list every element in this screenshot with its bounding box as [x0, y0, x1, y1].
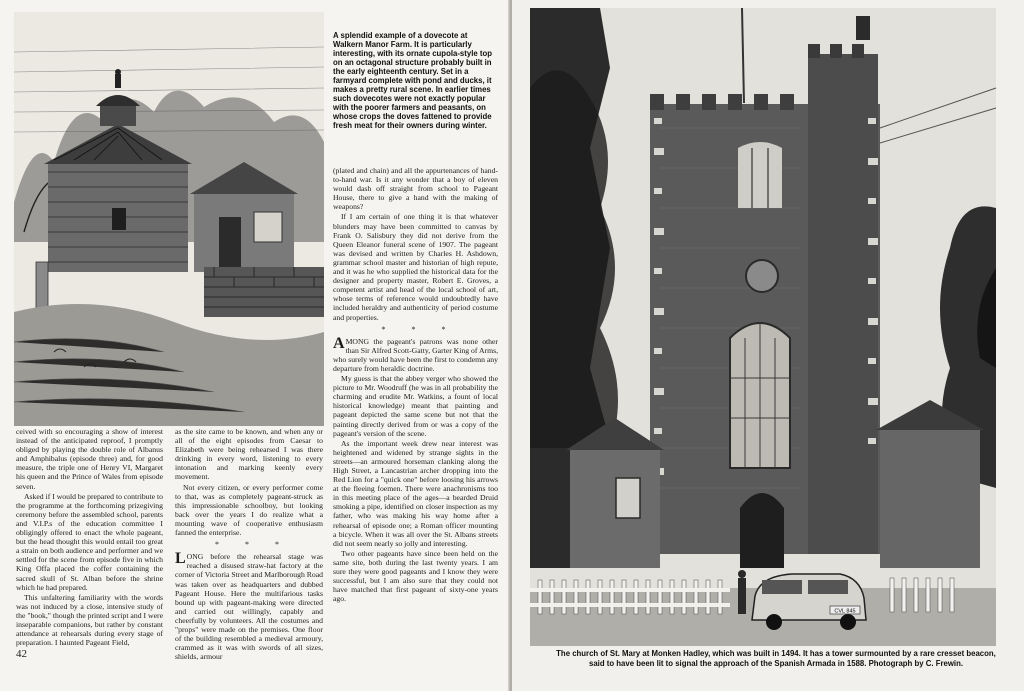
drop-cap: A [333, 334, 345, 352]
dovecote-drawing [14, 12, 324, 426]
paragraph: Not every citizen, or every performer come to that, was as completely pageant-struck as this impressionable schoolboy, but looking back over the years I do realize what a mounting wave of cooperative enthusiasm fanned the enterprise. [175, 482, 323, 538]
paragraph: Two other pageants have since been held on the same site, both during the last twenty years. I am sure they were good pageants and I know they were successful, but I am also sure that they could not have matched that first pageant of sixty-one years ago. [333, 548, 498, 604]
church-caption: The church of St. Mary at Monken Hadley, which was built in 1494. It has a tower surmounted by a rare cresset beacon, said to have been lit to signal the approach of the Spanish Armada in 1588. Photograph by C. Frewin. [556, 649, 996, 668]
paragraph-dropcap [175, 552, 323, 661]
section-break: * * * [215, 540, 291, 550]
car-registration-plate: CVL 845 [834, 608, 856, 615]
paragraph: If I am certain of one thing it is that whatever blunders may have been committed to canvas by Frank O. Salisbury they did not derive from the Queen Eleanor funeral scene of 1907. The pageant was devised and written by Charles H. Ashdown, grammar school master and historian of high repute, and it was he who supplied the historical data for the designer and property master, Robert E. Groves, a competent artist and head of the local school of art, whose terms of reference would undoubtedly have included heraldry and authenticity of period costume and properties. [333, 212, 498, 322]
left-page [0, 0, 510, 691]
paragraph-text: MONG the pageant's patrons was none other than Sir Alfred Scott-Gatty, Garter King of Arms, who surely would have been the first to condemn any departure from heraldic doctrine. [333, 336, 498, 373]
paragraph: This unfaltering familiarity with the words was not induced by a close, intensive study of the "book," though the printed script and I were inseparable companions, but rather by constant attendance at rehearsals during every stage of preparation. I haunted Pageant Field, [16, 592, 163, 648]
dovecote-illustration [14, 12, 324, 426]
page-number: 42 [16, 648, 27, 660]
paragraph: (plated and chain) and all the appurtenances of hand-to-hand war. Is it any wonder that a boy of eleven would dash off straight from school to Pageant House, there to give a hand with the making of weapons? [333, 166, 498, 212]
text-column-3 [333, 166, 498, 644]
dovecote-caption: A splendid example of a dovecote at Walkern Manor Farm. It is particularly interesting, with its ornate cupola-style top on an octagonal structure probably built in the early eighteenth century. Set in a farmyard complete with pond and ducks, it makes a pretty rural scene. In earlier times such dovecotes were not exactly popular with the poorer farmers and peasants, on whose crops the doves fattened to provide fresh meat for their owners during winter. [333, 31, 492, 130]
paragraph: Asked if I would be prepared to contribute to the programme at the forthcoming prizegiving ceremony before the assembled school, parents and V.I.P.s of the education committee I obligingly offered to enact the whole pageant, but the head thought this would entail too great a strain on both audience and performer and we settled for the scene from episode five in which King Offa placed the coffer containing the sacred skull of St. Alban before the shrine which he had prepared. [16, 491, 163, 592]
paragraph: ceived with so encouraging a show of interest instead of the anticipated reproof, I promptly obliged by playing the double role of Albanus and Amphibalus (episode three) and, for good measure, the triple one of Henry VI, Margaret his queen and the Prince of Wales from episode seven. [16, 427, 163, 491]
text-column-2 [175, 427, 323, 662]
section-break: * * * [381, 324, 458, 334]
paragraph: My guess is that the abbey verger who showed the picture to Mr. Woodruff (he was in all probability the charming and erudite Mr. Watkins, a fount of local historical knowledge) meant that painting and pageant depicted the same scene but not that the painting directly derived from or was a copy of the pageant's version of the scene. [333, 374, 498, 438]
church-drawing [530, 8, 996, 646]
paragraph-dropcap [333, 334, 498, 373]
paragraph: As the important week drew near interest was heightened and widened by strange sights in the streets—an armoured horseman clanking along the High Street, a Lancastrian archer dropping into the Red Lion for a "quick one" before loosing his arrows at the fleeing foemen. There were anachronisms too in this meeting place of the ages—a bearded Druid smoking a pipe, identified on closer inspection as my father, who was making his way home after a rehearsal of episode one; a Roman officer mounting a bicycle. When it was all over the St. Albans streets did not seem nearly so jolly and interesting. [333, 438, 498, 548]
paragraph: as the site came to be known, and when any or all of the eight episodes from Caesar to Elizabeth were being rehearsed I was there drinking in every word, listening to every intonation and marking keenly every movement. [175, 427, 323, 482]
text-column-1 [16, 427, 163, 651]
church-photograph [530, 8, 996, 646]
paragraph-text: ONG before the rehearsal stage was reached a disused straw-hat factory at the corner of Victoria Street and Marlborough Road was taken over as headquarters and dubbed Pageant House. Here the multifarious tasks bound up with pageant-making were directed and carried out willingly, capably and cheerfully by volunteers. All the costumes and "props" were made on the premises. One floor of the building resembled a medieval armoury, crammed as it was with swords of all sizes, shields, armour [175, 552, 323, 662]
drop-cap: L [175, 550, 186, 568]
